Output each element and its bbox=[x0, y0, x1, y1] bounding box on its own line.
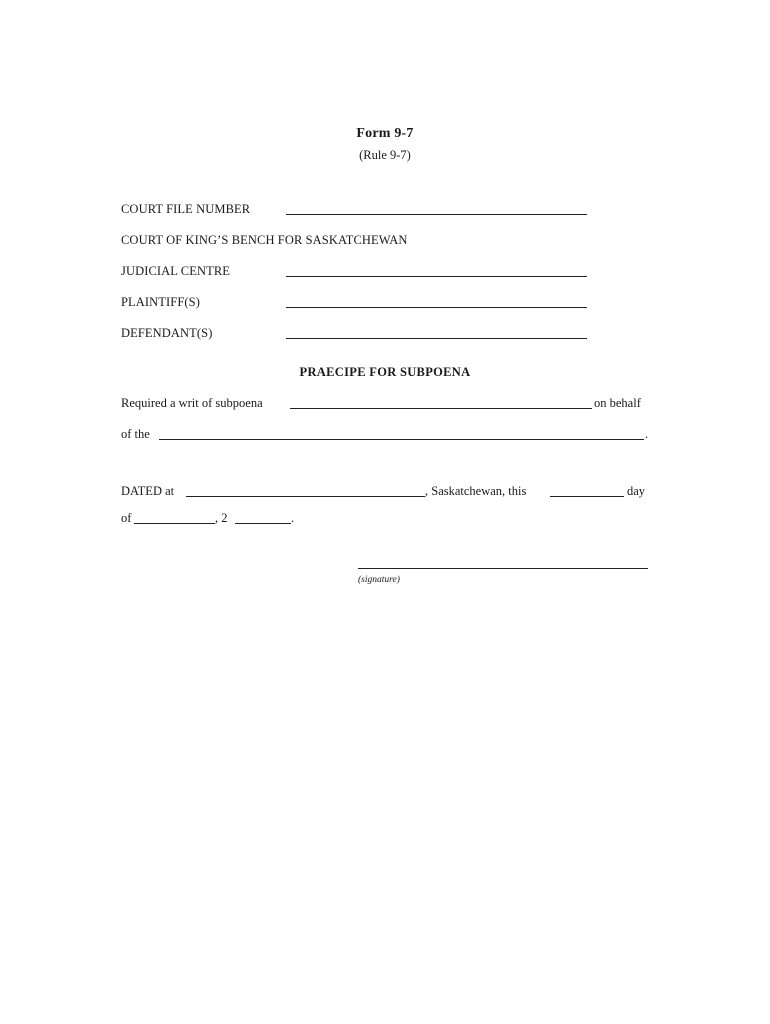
of-text: of bbox=[121, 511, 132, 525]
year-prefix-text: , 2 bbox=[215, 511, 228, 525]
defendants-label: DEFENDANT(S) bbox=[121, 326, 213, 340]
on-behalf-text: on behalf bbox=[594, 396, 641, 410]
required-writ-text: Required a writ of subpoena bbox=[121, 396, 263, 410]
dated-place-field[interactable] bbox=[186, 496, 425, 497]
defendants-field[interactable] bbox=[286, 338, 587, 339]
signature-line[interactable] bbox=[358, 568, 648, 569]
dated-year-field[interactable] bbox=[235, 523, 291, 524]
party-field[interactable] bbox=[159, 439, 644, 440]
saskatchewan-this-text: , Saskatchewan, this bbox=[425, 484, 527, 498]
day-text: day bbox=[627, 484, 646, 498]
of-the-text: of the bbox=[121, 427, 150, 441]
of-the-period: . bbox=[645, 427, 649, 441]
court-name: COURT OF KING’S BENCH FOR SASKATCHEWAN bbox=[121, 233, 408, 247]
court-file-number-field[interactable] bbox=[286, 214, 587, 215]
subpoena-witness-field[interactable] bbox=[290, 408, 592, 409]
dated-at-text: DATED at bbox=[121, 484, 175, 498]
year-period: . bbox=[291, 511, 295, 525]
signature-caption: (signature) bbox=[358, 575, 400, 585]
plaintiffs-field[interactable] bbox=[286, 307, 587, 308]
praecipe-heading: PRAECIPE FOR SUBPOENA bbox=[299, 365, 471, 379]
dated-month-field[interactable] bbox=[134, 523, 215, 524]
form-rule: (Rule 9-7) bbox=[359, 148, 411, 162]
judicial-centre-field[interactable] bbox=[286, 276, 587, 277]
form-title: Form 9-7 bbox=[356, 126, 414, 141]
dated-day-field[interactable] bbox=[550, 496, 624, 497]
judicial-centre-label: JUDICIAL CENTRE bbox=[121, 264, 231, 278]
plaintiffs-label: PLAINTIFF(S) bbox=[121, 295, 200, 309]
court-file-number-label: COURT FILE NUMBER bbox=[121, 202, 251, 216]
